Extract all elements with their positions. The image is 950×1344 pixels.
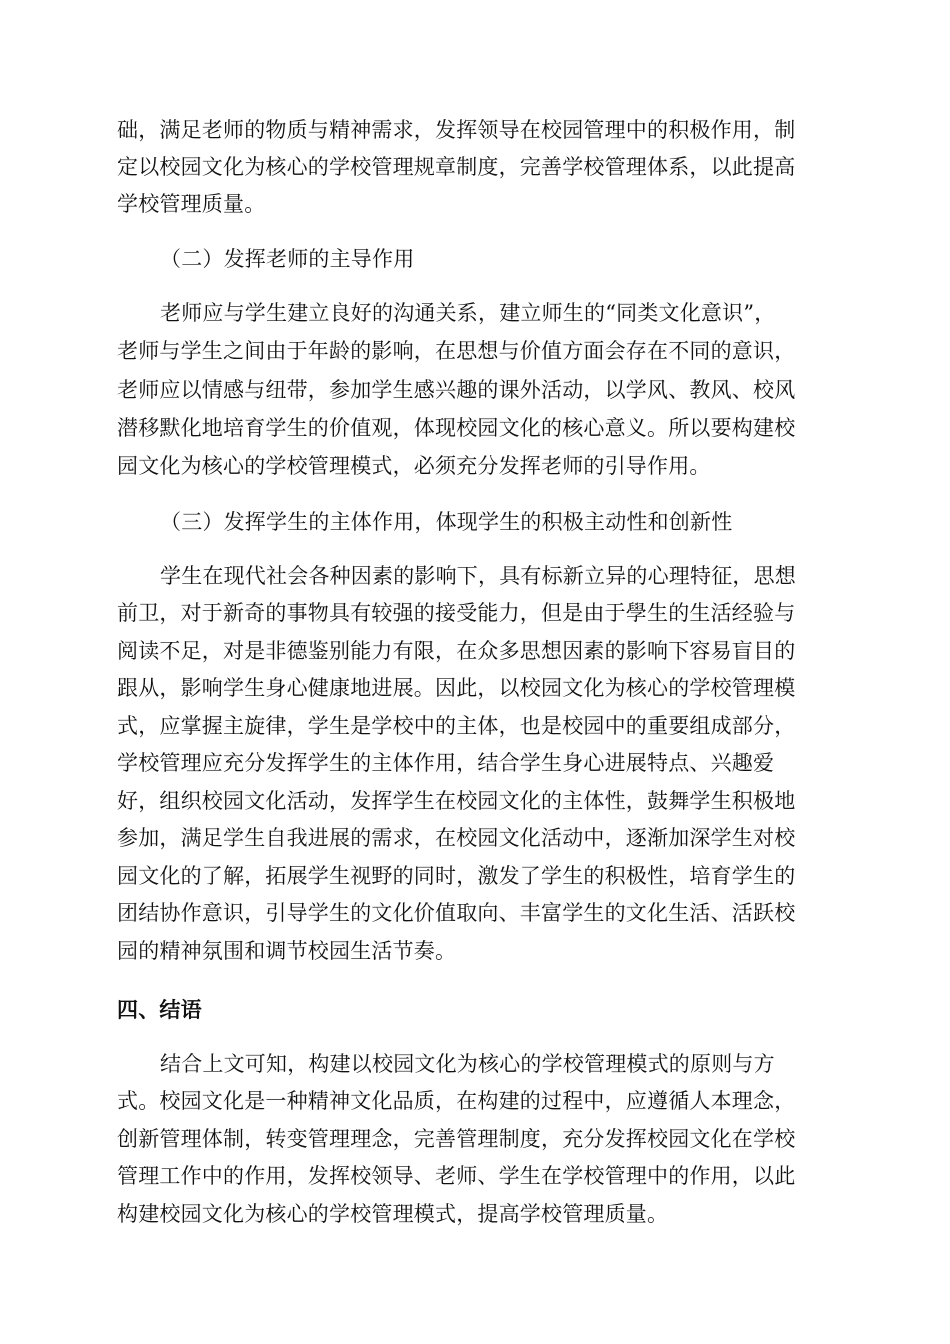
paragraph-line: 管理工作中的作用，发挥校领导、老师、学生在学校管理中的作用，以此 <box>117 1164 796 1188</box>
paragraph-line: 学校管理质量。 <box>117 192 266 216</box>
section-heading: 四、结语 <box>117 998 202 1022</box>
paragraph-line: 参加，满足学生自我进展的需求，在校园文化活动中，逐渐加深学生对校 <box>117 826 796 850</box>
paragraph-line: 园文化为核心的学校管理模式，必须充分发挥老师的引导作用。 <box>117 454 711 478</box>
paragraph-line: 老师与学生之间由于年龄的影响，在思想与价值方面会存在不同的意识， <box>117 339 796 363</box>
paragraph-line: 跟从，影响学生身心健康地进展。因此，以校园文化为核心的学校管理模 <box>117 676 796 700</box>
paragraph-line: 阅读不足，对是非德鉴别能力有限，在众多思想因素的影响下容易盲目的 <box>117 639 796 663</box>
paragraph-line: 好，组织校园文化活动，发挥学生在校园文化的主体性，鼓舞学生积极地 <box>117 789 796 813</box>
paragraph-line: 创新管理体制，转变管理理念，完善管理制度，充分发挥校园文化在学校 <box>117 1127 796 1151</box>
paragraph-line: 结合上文可知，构建以校园文化为核心的学校管理模式的原则与方 <box>160 1052 775 1076</box>
paragraph-line: 团结协作意识，引导学生的文化价值取向、丰富学生的文化生活、活跃校 <box>117 901 796 925</box>
paragraph-line: 老师应以情感与纽带，参加学生感兴趣的课外活动，以学风、教风、校风 <box>117 378 796 402</box>
paragraph-line: 式，应掌握主旋律，学生是学校中的主体，也是校园中的重要组成部分， <box>117 714 796 738</box>
paragraph-line: 式。校园文化是一种精神文化品质，在构建的过程中，应遵循人本理念， <box>117 1089 796 1113</box>
subsection-heading: （二）发挥老师的主导作用 <box>160 247 415 271</box>
paragraph-line: 园文化的了解，拓展学生视野的同时，激发了学生的积极性，培育学生的 <box>117 864 796 888</box>
paragraph-line: 础，满足老师的物质与精神需求，发挥领导在校园管理中的积极作用，制 <box>117 118 796 142</box>
paragraph-line: 学校管理应充分发挥学生的主体作用，结合学生身心进展特点、兴趣爱 <box>117 751 775 775</box>
paragraph-line: 园的精神氛围和调节校园生活节奏。 <box>117 939 457 963</box>
paragraph-line: 老师应与学生建立良好的沟通关系，建立师生的“同类文化意识”， <box>160 301 776 325</box>
paragraph-line: 定以校园文化为核心的学校管理规章制度，完善学校管理体系，以此提高 <box>117 155 796 179</box>
paragraph-line: 潜移默化地培育学生的价值观，体现校园文化的核心意义。所以要构建校 <box>117 416 796 440</box>
paragraph-line: 构建校园文化为核心的学校管理模式，提高学校管理质量。 <box>117 1202 669 1226</box>
subsection-heading: （三）发挥学生的主体作用，体现学生的积极主动性和创新性 <box>160 510 733 534</box>
paragraph-line: 前卫，对于新奇的事物具有较强的接受能力，但是由于學生的生活经验与 <box>117 601 796 625</box>
paragraph-line: 学生在现代社会各种因素的影响下，具有标新立异的心理特征，思想 <box>160 564 796 588</box>
